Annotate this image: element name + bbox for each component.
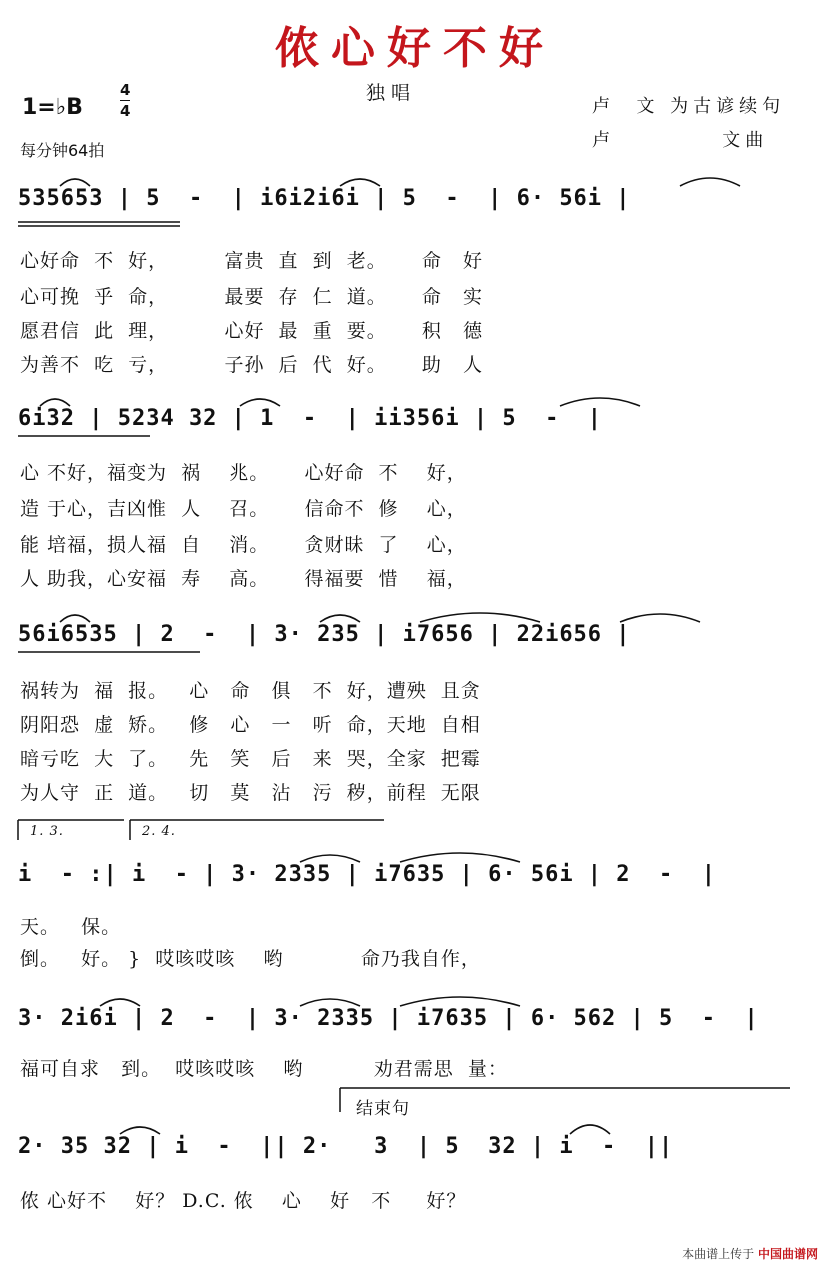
notation-line-5: 3· 2i6i | 2 - | 3· 2335 | i7635 | 6· 562 | 5 - |	[18, 1006, 759, 1031]
lyric-line-5: 福可自求 到。 哎咳哎咳 哟 劝君需思 量：	[20, 1058, 508, 1080]
lyric-verse-4: 人 助我，心安福 寿 高。 得福要 惜 福，	[20, 568, 467, 590]
footer-text: 本曲谱上传于	[682, 1247, 755, 1261]
lyric-verse-1: 心 不好，福变为 祸 兆。 心好命 不 好，	[20, 462, 467, 484]
lyric-verse-3: 暗亏吃 大 了。 先 笑 后 来 哭，全家 把霉	[20, 748, 481, 770]
lyric-verse-3: 愿君信 此 理， 心好 最 重 要。 积 德	[20, 320, 484, 342]
site-footer	[682, 1245, 818, 1262]
notation-line-4: i - :| i - | 3· 2335 | i7635 | 6· 56i | 2 - |	[18, 862, 717, 887]
performance-type: 独唱	[366, 82, 417, 104]
time-bottom: 4	[120, 102, 131, 120]
key-signature: 1=♭B	[22, 95, 83, 120]
volta-first-ending: 1. 3.	[30, 824, 64, 839]
lyric-verse-2: 阴阳恐 虚 矫。 修 心 一 听 命，天地 自相	[20, 714, 481, 736]
lyric-verse-4: 为善不 吃 亏， 子孙 后 代 好。 助 人	[20, 354, 484, 376]
notation-line-6: 2· 35 32 | i - || 2· 3 | 5 32 | i - ||	[18, 1134, 674, 1159]
lyric-verse-2: 心可挽 乎 命， 最要 存 仁 道。 命 实	[20, 286, 484, 308]
composer-credit: 卢 文曲	[592, 130, 769, 151]
lyricist-credit: 卢 文 为古谚续句	[592, 96, 786, 117]
site-logo[interactable]: 中国曲谱网	[757, 1247, 818, 1261]
lyric-verse-4: 为人守 正 道。 切 莫 沾 污 秽，前程 无限	[20, 782, 481, 804]
notation-line-2: 6i32 | 5234 32 | 1 - | ii356i | 5 - |	[18, 406, 603, 431]
lyric-verse-1: 心好命 不 好， 富贵 直 到 老。 命 好	[20, 250, 484, 272]
notation-line-3: 56i6535 | 2 - | 3· 235 | i7656 | 22i656 |	[18, 622, 631, 647]
notation-line-1: 535653 | 5 - | i6i2i6i | 5 - | 6· 56i |	[18, 186, 631, 211]
lyric-verse-2: 造 于心，吉凶惟 人 召。 信命不 修 心，	[20, 498, 467, 520]
time-top: 4	[120, 81, 131, 99]
ending-label: 结束句	[356, 1099, 410, 1119]
lyric-verse-1: 祸转为 福 报。 心 命 俱 不 好，遭殃 且贪	[20, 680, 481, 702]
lyric-line-6: 侬 心好不 好？ D.C. 侬 心 好 不 好？	[20, 1190, 467, 1212]
lyric-verse-3: 能 培福，损人福 自 消。 贪财昧 了 心，	[20, 534, 467, 556]
song-title: 侬心好不好	[275, 23, 555, 74]
lyric-line-4a: 天。 保。	[20, 916, 122, 938]
volta-second-ending: 2. 4.	[142, 824, 176, 839]
lyric-line-4b: 倒。 好。 } 哎咳哎咳 哟 命乃我自作，	[20, 948, 481, 970]
tempo-marking: 每分钟64拍	[20, 141, 105, 160]
